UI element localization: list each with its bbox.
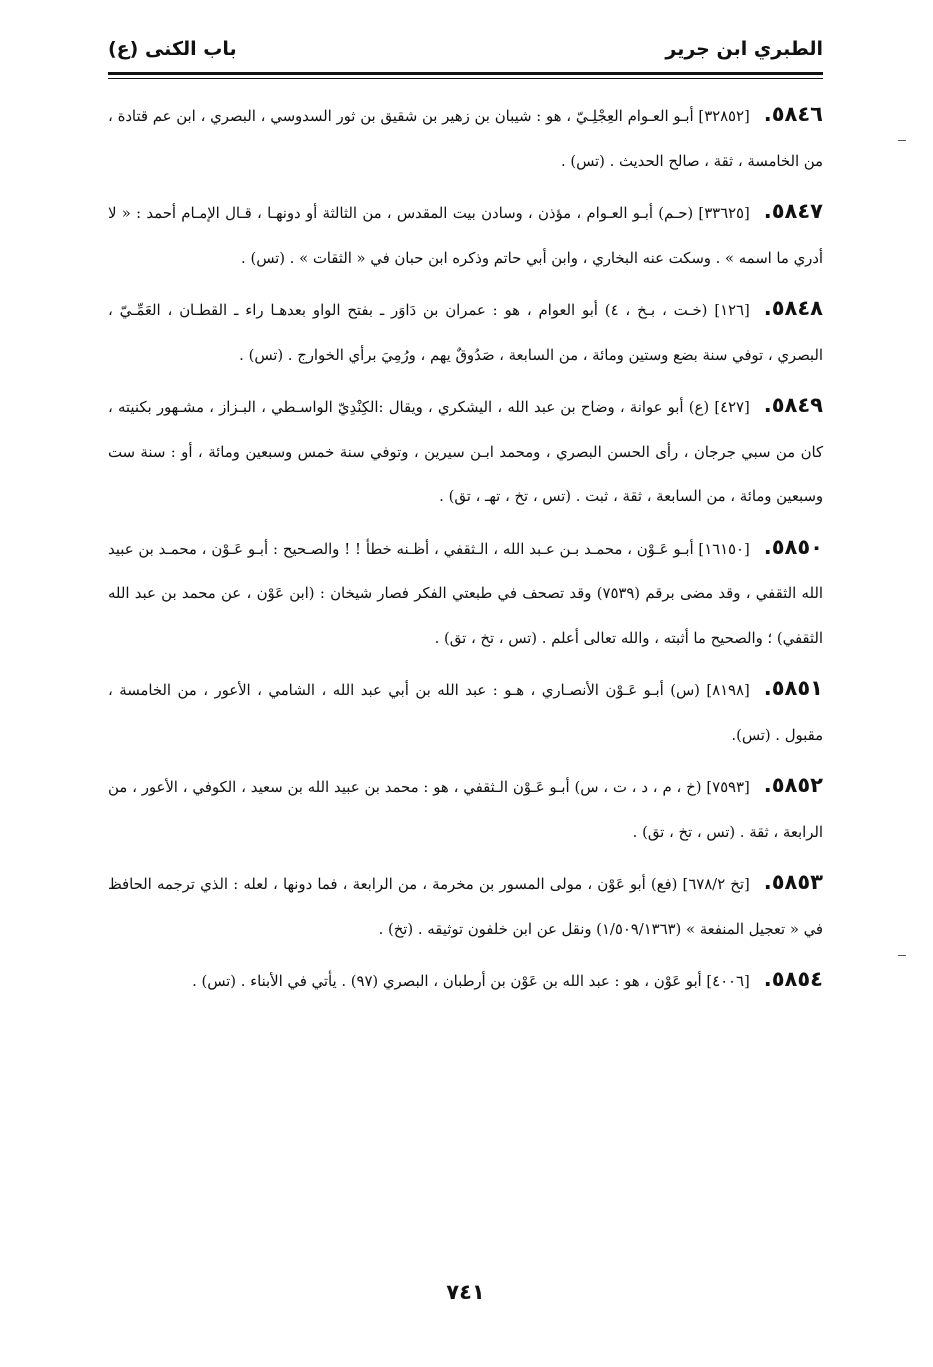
header-rule-thick (108, 72, 823, 75)
entry-number: ٥٨٤٨. (763, 296, 823, 320)
entry-5851 (108, 666, 823, 758)
entry-number: ٥٨٤٦. (763, 102, 823, 126)
entry-5854 (108, 957, 823, 1005)
entry-5847 (108, 189, 823, 281)
entry-5850 (108, 525, 823, 662)
running-header (108, 38, 823, 72)
entry-number: ٥٨٥٤. (763, 967, 823, 991)
entry-text: [٨١٩٨] (س) أبـو عَـوْن الأنصـاري ، هـو : عبد الله بن أبي عبد الله ، الشامي ، الأعور ، من الخامسة ، مقبول . (تس). (108, 682, 823, 744)
entry-text: [٣٢٨٥٢] أبـو العـوام العِجْلِـيّ ، هو : شيبان بن زهير بن شقيق بن ثور السدوسي ، البصري ، ابن عم قتادة ، من الخامسة ، ثقة ، صالح الحديث . (تس) . (108, 108, 823, 170)
entry-text: [١٢٦] (خـت ، بـخ ، ٤) أبو العوام ، هو : عمران بن دَاوَر ـ بفتح الواو بعدهـا راء ـ القطـان ، العَمِّـيّ ، البصري ، توفي سنة بضع وستين ومائة ، من السابعة ، صَدُوقٌ يهم ، ورُمِيَ برأي الخوارج . (تس) . (108, 302, 823, 364)
entry-5849 (108, 383, 823, 520)
entry-text: [٣٣٦٢٥] (حـم) أبـو العـوام ، مؤذن ، وسادن بيت المقدس ، من الثالثة أو دونهـا ، قـال الإمـام أحمد : « لا أدري ما اسمه » . وسكت عنه البخاري ، وابن أبي حاتم وذكره ابن حبان في « الثقات » . (تس) . (108, 205, 823, 267)
entry-5846 (108, 92, 823, 184)
entry-number: ٥٨٥٠. (763, 534, 823, 559)
header-author-title: الطبري ابن جرير (665, 38, 823, 60)
entry-text: [٤٢٧] (ع) أبو عوانة ، وضاح بن عبد الله ، اليشكري ، ويقال :الكِنْدِيّ الواسـطي ، البـزاز ، مشـهور بكنيته ، كان من سبي جرجان ، رأى الحسن البصري ، ومحمد ابـن سيرين ، وتوفي سنة خمس وسبعين ومائة ، أو : سنة ست وسبعين ومائة ، من السابعة ، ثقة ، ثبت . (تس ، تخ ، تهـ ، تق) . (108, 399, 823, 505)
entry-text: [تخ ٦٧٨/٢] (فع) أبو عَوْن ، مولى المسور بن مخرمة ، من الرابعة ، فما دونها ، لعله : الذي ترجمه الحافظ في « تعجيل المنفعة » (١/٥٠٩/١٣٦٣) ونقل عن ابن خلفون توثيقه . (تخ) . (108, 876, 823, 938)
entry-number: ٥٨٥٢. (763, 773, 823, 797)
entry-number: ٥٨٥٣. (763, 870, 823, 894)
header-rule-thin (108, 78, 823, 79)
book-page (108, 30, 823, 1340)
entry-text: [٤٠٠٦] أبو عَوْن ، هو : عبد الله بن عَوْن بن أرطبان ، البصري (٩٧) . يأتي في الأبناء . (تس) . (192, 973, 750, 990)
entry-5853 (108, 860, 823, 952)
entry-5852 (108, 763, 823, 855)
page-number: ٧٤١ (446, 1280, 485, 1304)
header-chapter-title: باب الكنى (ع) (108, 38, 237, 60)
margin-tick (898, 955, 906, 956)
margin-tick (898, 140, 906, 141)
entry-5848 (108, 286, 823, 378)
entry-number: ٥٨٤٩. (763, 393, 823, 417)
entry-number: ٥٨٥١. (763, 676, 823, 700)
entries-list (108, 92, 823, 1010)
entry-number: ٥٨٤٧. (763, 199, 823, 223)
entry-text: [١٦١٥٠] أبـو عَـوْن ، محمـد بـن عـبد الله ، الـثقفي ، أظـنه خطأ ! ! والصـحيح : أبـو عَـوْن ، محمـد بن عبيد الله الثقفي ، وقد مضى برقم (٧٥٣٩) وقد تصحف في طبعتي الفكر فصار شيخان : (ابن عَوْن ، عن محمد بن عبد الله الثقفي) ؛ والصحيح ما أثبته ، والله تعالى أعلم . (تس ، تخ ، تق) . (108, 540, 823, 647)
entry-text: [٧٥٩٣] (خ ، م ، د ، ت ، س) أبـو عَـوْن الـثقفي ، هو : محمد بن عبيد الله بن سعيد ، الكوفي ، الأعور ، من الرابعة ، ثقة . (تس ، تخ ، تق) . (108, 779, 823, 841)
